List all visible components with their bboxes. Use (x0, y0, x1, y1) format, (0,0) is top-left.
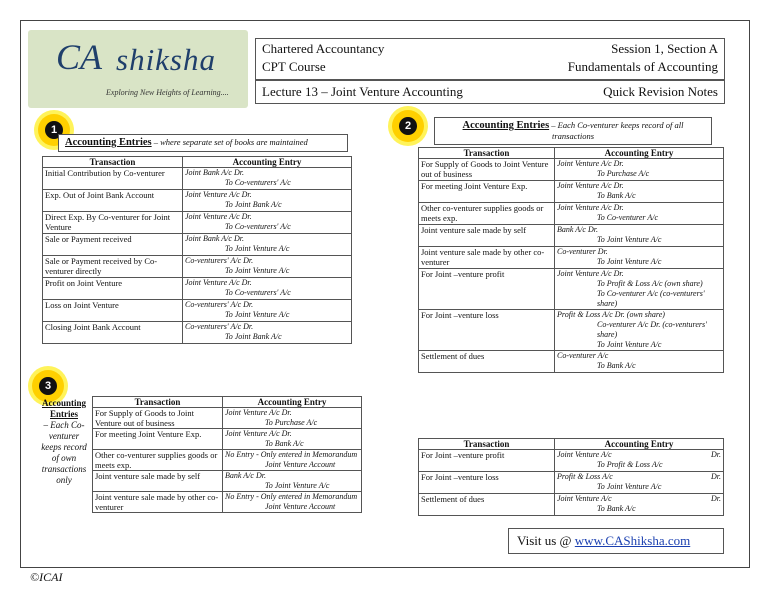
entry-line: Joint Venture A/c Dr. (225, 429, 292, 438)
entry-cell (183, 322, 352, 344)
entry-line: To Co-venturers' A/c (225, 222, 291, 231)
debit-marker: Dr. (710, 494, 721, 503)
table-row (43, 234, 352, 256)
entry-line: Profit & Loss A/c Dr. (own share) (557, 310, 665, 319)
table-row (419, 203, 724, 225)
entry-cell (223, 492, 362, 513)
entry-line: To Profit & Loss A/c (597, 460, 663, 469)
entry-line (557, 494, 721, 504)
entry-line: To Co-venturers' A/c (225, 178, 291, 187)
entry-cell (555, 351, 724, 373)
entry-line: No Entry - Only entered in Memorandum (225, 492, 358, 501)
entry-line: To Purchase A/c (265, 418, 318, 427)
table-row (43, 168, 352, 190)
course-header (255, 38, 725, 80)
debit-marker: Dr. (710, 472, 721, 481)
entry-line: Joint Venture A/c Dr. (185, 212, 252, 221)
entry-line: To Co-venturer A/c (597, 213, 659, 222)
entry-cell (183, 234, 352, 256)
section-4-table (418, 438, 724, 516)
entry-line: Bank A/c Dr. (225, 471, 266, 480)
section-3-side-title (38, 398, 90, 486)
entry-line-text: Joint Venture A/c (557, 494, 612, 503)
logo (28, 30, 248, 108)
entry-line: Joint Venture Account (265, 502, 336, 511)
section-1-title (58, 134, 348, 152)
table-row (419, 450, 724, 472)
entry-line: To Bank A/c (597, 361, 636, 370)
entry-line: Joint Venture A/c Dr. (225, 408, 292, 417)
lecture-header (255, 80, 725, 104)
entry-line-text: Joint Venture A/c (557, 450, 612, 459)
table-row (419, 494, 724, 516)
website-link[interactable]: www.CAShiksha.com (574, 533, 691, 548)
transaction-cell: Other co-venturer supplies goods or meets exp. (93, 450, 223, 471)
entry-line: Joint Venture A/c Dr. (185, 190, 252, 199)
entry-line: To Bank A/c (265, 439, 304, 448)
entry-line: Joint Venture Account (265, 460, 336, 469)
transaction-cell: Settlement of dues (419, 351, 555, 373)
logo-tagline: Exploring New Heights of Learning.... (106, 88, 229, 97)
section-3-table (92, 396, 362, 513)
transaction-cell: For Joint –venture profit (419, 269, 555, 310)
entry-line: To Joint Venture A/c (225, 244, 290, 253)
entry-cell (555, 203, 724, 225)
transaction-cell: For Supply of Goods to Joint Venture out of business (93, 408, 223, 429)
notes-label: Quick Revision Notes (603, 84, 718, 99)
transaction-cell: Initial Contribution by Co-venturer (43, 168, 183, 190)
entry-cell (223, 408, 362, 429)
transaction-cell: Other co-venturer supplies goods or meets exp. (419, 203, 555, 225)
entry-line: To Joint Venture A/c (597, 340, 662, 349)
entry-cell (555, 181, 724, 203)
session-label: Session 1, Section A (611, 41, 718, 56)
table-row (419, 247, 724, 269)
entry-cell (555, 159, 724, 181)
entry-line: To Joint Venture A/c (225, 266, 290, 275)
lecture-title: Lecture 13 – Joint Venture Accounting (262, 84, 463, 99)
entry-line: Co-venturer A/c Dr. (co-venturers' share) (597, 320, 707, 339)
entry-line: To Joint Venture A/c (597, 482, 662, 491)
entry-cell (555, 269, 724, 310)
table-row (419, 225, 724, 247)
course-line-2: CPT Course (262, 59, 326, 74)
entry-line: To Profit & Loss A/c (own share) (597, 279, 703, 288)
entry-cell (555, 450, 724, 472)
table-row (419, 351, 724, 373)
transaction-cell: Loss on Joint Venture (43, 300, 183, 322)
transaction-cell: For meeting Joint Venture Exp. (419, 181, 555, 203)
entry-cell (555, 225, 724, 247)
entry-line: Joint Venture A/c Dr. (557, 181, 624, 190)
transaction-cell: For Joint –venture loss (419, 472, 555, 494)
entry-cell (555, 494, 724, 516)
entry-cell (223, 471, 362, 492)
entry-line: Co-venturer Dr. (557, 247, 608, 256)
table-row (93, 408, 362, 429)
table-row (43, 212, 352, 234)
entry-line (557, 472, 721, 482)
transaction-cell: Joint venture sale made by self (419, 225, 555, 247)
copyright-text: ©ICAI (30, 570, 63, 584)
col-transaction: Transaction (93, 397, 223, 408)
col-entry: Accounting Entry (223, 397, 362, 408)
entry-line: To Joint Venture A/c (225, 310, 290, 319)
transaction-cell: For meeting Joint Venture Exp. (93, 429, 223, 450)
entry-line: To Joint Venture A/c (597, 257, 662, 266)
transaction-cell: Joint venture sale made by other co-venturer (419, 247, 555, 269)
table-row (93, 450, 362, 471)
entry-line: To Joint Venture A/c (597, 235, 662, 244)
section-2-table (418, 147, 724, 373)
transaction-cell: Joint venture sale made by other co-venturer (93, 492, 223, 513)
table-row (419, 159, 724, 181)
col-transaction: Transaction (43, 157, 183, 168)
table-row (419, 181, 724, 203)
entry-line: Joint Bank A/c Dr. (185, 234, 244, 243)
entry-cell (555, 472, 724, 494)
table-row (419, 310, 724, 351)
entry-line: Co-venturers' A/c Dr. (185, 322, 254, 331)
entry-line: Joint Venture A/c Dr. (557, 159, 624, 168)
transaction-cell: Settlement of dues (419, 494, 555, 516)
transaction-cell: For Supply of Goods to Joint Venture out of business (419, 159, 555, 181)
transaction-cell: Sale or Payment received by Co-venturer directly (43, 256, 183, 278)
transaction-cell: For Joint –venture loss (419, 310, 555, 351)
section-title-text: Accounting Entries (65, 137, 152, 148)
entry-line: Joint Venture A/c Dr. (557, 203, 624, 212)
entry-line: To Bank A/c (597, 191, 636, 200)
table-row (43, 256, 352, 278)
entry-line: Co-venturers' A/c Dr. (185, 256, 254, 265)
section-subtitle-text: – where separate set of books are maintained (151, 137, 308, 147)
transaction-cell: For Joint –venture profit (419, 450, 555, 472)
table-row (43, 322, 352, 344)
transaction-cell: Profit on Joint Venture (43, 278, 183, 300)
section-1-table (42, 156, 352, 344)
course-line-1: Chartered Accountancy (262, 41, 385, 56)
entry-line (557, 450, 721, 460)
transaction-cell: Joint venture sale made by self (93, 471, 223, 492)
table-row (93, 429, 362, 450)
entry-line: Joint Venture A/c Dr. (557, 269, 624, 278)
entry-line: To Co-venturer A/c (co-venturers' share) (597, 289, 705, 308)
logo-ca-text: CA (56, 37, 103, 77)
section-title-text: Accounting Entries (462, 120, 550, 131)
entry-cell (223, 429, 362, 450)
entry-cell (183, 256, 352, 278)
table-row (43, 300, 352, 322)
table-row (93, 492, 362, 513)
entry-line: Joint Venture A/c Dr. (185, 278, 252, 287)
entry-line-text: Profit & Loss A/c (557, 472, 613, 481)
section-subtitle-text: – Each Co-venturer keeps record of all transactions (549, 120, 684, 141)
section-2-title (434, 117, 712, 145)
table-row (93, 471, 362, 492)
col-entry: Accounting Entry (555, 439, 724, 450)
entry-cell (555, 247, 724, 269)
entry-line: To Bank A/c (597, 504, 636, 513)
transaction-cell: Exp. Out of Joint Bank Account (43, 190, 183, 212)
entry-cell (555, 310, 724, 351)
entry-cell (183, 278, 352, 300)
table-row (419, 269, 724, 310)
entry-line: To Joint Venture A/c (265, 481, 330, 490)
entry-line: Joint Bank A/c Dr. (185, 168, 244, 177)
entry-cell (223, 450, 362, 471)
entry-line: Co-venturer A/c (557, 351, 609, 360)
transaction-cell: Closing Joint Bank Account (43, 322, 183, 344)
entry-line: To Joint Bank A/c (225, 200, 282, 209)
entry-line: To Co-venturers' A/c (225, 288, 291, 297)
col-entry: Accounting Entry (555, 148, 724, 159)
entry-line: Co-venturers' A/c Dr. (185, 300, 254, 309)
table-row (43, 190, 352, 212)
col-entry: Accounting Entry (183, 157, 352, 168)
debit-marker: Dr. (710, 450, 721, 459)
entry-line: No Entry - Only entered in Memorandum (225, 450, 358, 459)
entry-cell (183, 168, 352, 190)
badge-number: 3 (39, 377, 57, 395)
transaction-cell: Direct Exp. By Co-venturer for Joint Venture (43, 212, 183, 234)
table-row (419, 472, 724, 494)
table-row (43, 278, 352, 300)
visit-us-box (508, 528, 724, 554)
entry-line: To Joint Bank A/c (225, 332, 282, 341)
transaction-cell: Sale or Payment received (43, 234, 183, 256)
section-title-text: Accounting Entries (41, 398, 86, 419)
subject-label: Fundamentals of Accounting (567, 59, 718, 74)
logo-shiksha-text: shiksha (116, 42, 216, 77)
entry-line: Bank A/c Dr. (557, 225, 598, 234)
section-subtitle-text: – Each Co-venturer keeps record of own transactions only (41, 420, 87, 485)
entry-cell (183, 300, 352, 322)
col-transaction: Transaction (419, 439, 555, 450)
entry-cell (183, 190, 352, 212)
section-2-badge (392, 110, 424, 142)
visit-us-text: Visit us @ (517, 533, 575, 548)
col-transaction: Transaction (419, 148, 555, 159)
badge-number: 2 (399, 117, 417, 135)
entry-cell (183, 212, 352, 234)
entry-line: To Purchase A/c (597, 169, 650, 178)
badge-number: 1 (45, 121, 63, 139)
